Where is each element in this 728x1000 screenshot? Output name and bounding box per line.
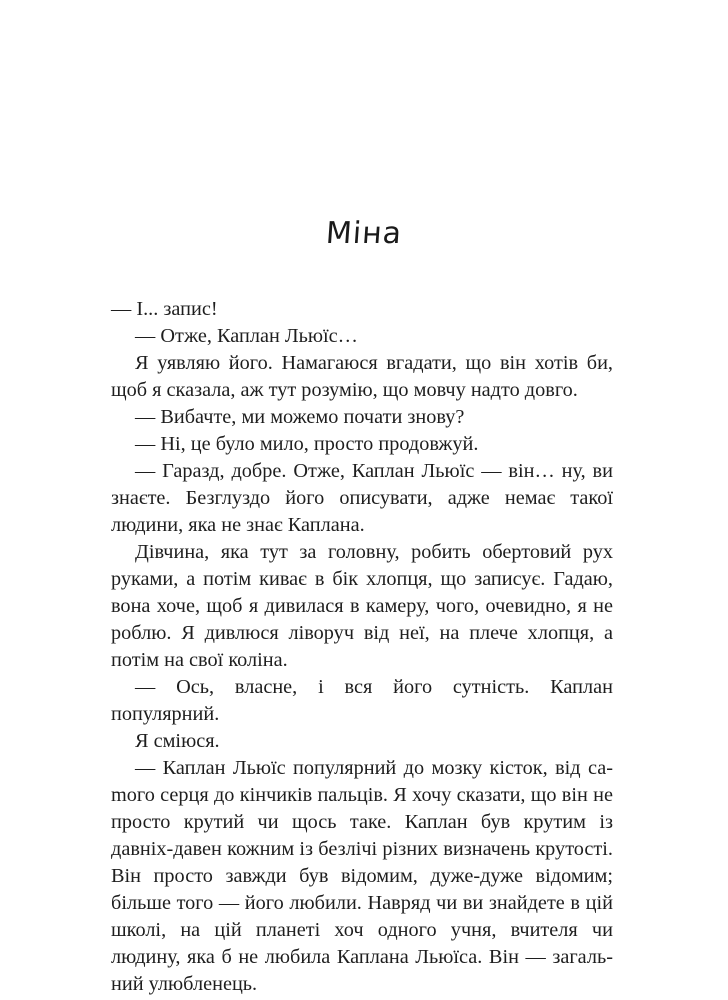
paragraph: Я уявляю його. Намагаюся вгадати, що він хотів би, щоб я сказала, аж тут розумію, що мовчу надто довго. xyxy=(111,352,613,401)
paragraph: — Ні, це було мило, просто продовжуй. xyxy=(135,433,479,455)
paragraph: Дівчина, яка тут за головну, робить обертовий рух руками, а потім киває в бік хлопця, що записує. Гадаю, вона хоче, щоб я дивилася в камеру, чого, очевидно, я не роблю. Я дивлюся ліворуч від неї, на плече хлопця, а потім на свої коліна. xyxy=(111,541,613,671)
paragraph: — Отже, Каплан Льюїс… xyxy=(135,325,358,347)
paragraph: — Вибачте, ми можемо почати знову? xyxy=(135,406,465,428)
body-text xyxy=(111,296,613,998)
paragraph: — Каплан Льюїс популярний до мозку кісток, від саmого серця до кінчиків пальців. Я хочу сказати, що він не просто крутий чи щось таке. Каплан був крутим із давніх-давен кожним із безлічі різних визначень крутості. Він просто завжди був відомим, дуже-дуже відомим; більше того — його любили. Навряд чи ви знайдете в цій школі, на цій планеті хоч одного учня, вчителя чи людину, яка б не любила Каплана Льюїса. Він — загальний улюбленець. xyxy=(111,757,613,995)
chapter-title: Міна xyxy=(324,216,404,251)
paragraph: — І... запис! xyxy=(111,298,218,320)
paragraph: — Гаразд, добре. Отже, Каплан Льюїс — він… ну, ви знаєте. Безглуздо його описувати, адже немає такої людини, яка не знає Каплана. xyxy=(111,460,613,536)
paragraph: Я сміюся. xyxy=(135,730,220,752)
paragraph: — Ось, власне, і вся його сутність. Каплан популярний. xyxy=(111,676,613,725)
